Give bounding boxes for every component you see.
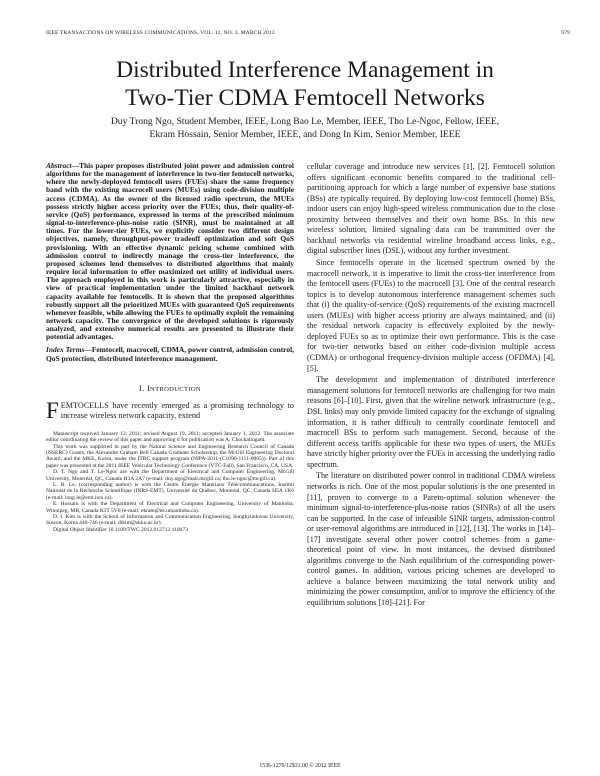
section-number: I.: [139, 383, 145, 393]
footnote: Manuscript received January 12, 2011; revised August 19, 2011; accepted January 1, 2012. The associate editor coordinating the review of this paper and approving it for publication was A. Chockalingam.: [46, 430, 294, 444]
body-paragraph: The development and implementation of distributed interference management solutions for femtocell networks are challenging for two main reasons [6]–[10]. First, given that the wireline network infrastructure (e.g., DSL links) may only provide limited capacity for the exchange of signaling information, it is rather difficult to centrally coordinate femtocell and macrocell BSs to perform such management. Second, because of the different access tariffs applicable for these two types of users, the MUEs have strictly higher priority over the FUEs in accessing the underlying radio spectrum.: [307, 375, 555, 469]
section-heading: [46, 384, 294, 393]
index-terms: [46, 346, 294, 362]
index-terms-text: —Femtocell, macrocell, CDMA, power control, admission control, QoS protection, distributed interference management.: [46, 345, 294, 363]
body-paragraph: The literature on distributed power control in traditional CDMA wireless networks is rich. One of the most popular solutions is the one presented in [11], proven to converge to a Pareto-optimal solution whenever the minimum signal-to-interference-plus-noise ratios (SINRs) of all the users can be supported. In the case of infeasible SINR targets, admission-control or user-removal algorithms are introduced in [12], [13]. The works in [14]–[17] investigate several other power control schemes from a game-theoretical point of view. In most instances, the devised distributed algorithms converge to the Nash equilibrium of the corresponding power-control games. In addition, various pricing schemes are developed to achieve a balance between maximizing the total network utility and minimizing the power consumption, and/or to improve the efficiency of the equilibrium solutions [18]–[21]. For: [307, 471, 555, 607]
copyright-footer: 1536-1276/12$31.00 © 2012 IEEE: [259, 763, 341, 769]
authors-line-2: Ekram Hossain, Senior Member, IEEE, and Dong In Kim, Senior Member, IEEE: [149, 129, 461, 140]
running-header: [46, 30, 570, 36]
intro-paragraph: [46, 401, 294, 422]
doi-footnote: Digital Object Identifier 10.1109/TWC.2012.012712.110073: [53, 526, 189, 533]
page-number: 979: [561, 30, 570, 36]
footnote: This work was supported in part by the Natural Science and Engineering Research Council of Canada (NSERC) Grants, the Alexander Graham Bell Canada Graduate Scholarship, the McGill Engineering Doctoral Award, and the MKE, Korea, under the ITRC support program (NIPA-2011-(C1090-1111-0005)). Part of this paper was presented at the 2011 IEEE Vehicular Technology Conference (VTC-Fall), San Francisco, CA, USA.: [46, 443, 294, 469]
drop-cap: F: [46, 400, 59, 422]
title-line-2: Two-Tier CDMA Femtocell Networks: [125, 85, 485, 111]
abstract-label: Abstract: [46, 161, 72, 170]
right-column: [307, 162, 555, 609]
title-line-1: Distributed Interference Management in: [116, 57, 494, 83]
index-terms-label: Index Terms: [46, 345, 85, 355]
body-paragraph: Since femtocells operate in the licensed spectrum owned by the macrocell network, it is imperative to limit the cross-tier interference from the femtocell users (FUEs) to the macrocell [3]. One of the central research topics is to develop autonomous interference management schemes such that (i) the quality-of-service (QoS) requirements of the existing macrocell users (MUEs) with higher access priority are always maintained, and (ii) the residual network capacity is effectively exploited by the newly-deployed FUEs so as to optimize their own performance. This is the case for two-tier networks based on either code-division multiple access (CDMA) or orthogonal frequency-division multiple access (OFDMA) [4], [5].: [307, 258, 555, 373]
abstract-text: —This paper proposes distributed joint power and admission control algorithms for the management of interference in two-tier femtocell networks, where the newly-deployed femtocell users (FUEs) share the same frequency band with the existing macrocell users (MUEs) using code-division multiple access (CDMA). As the owner of the licensed radio spectrum, the MUEs possess strictly higher access priority over the FUEs; thus, their quality-of-service (QoS) performance, expressed in terms of the prescribed minimum signal-to-interference-plus-noise ratio (SINR), must be maintained at all times. For the lower-tier FUEs, we explicitly consider two different design objectives, namely, throughput-power tradeoff optimization and soft QoS provisioning. With an effective dynamic pricing scheme combined with admission control to indirectly manage the cross-tier interference, the proposed schemes lend themselves to distributed algorithms that mainly require local information to offer maximized net utility of individual users. The approach employed in this work is particularly attractive, especially in view of practical implementation under the limited backhaul network capacity available for femtocells. It is shown that the proposed algorithms robustly support all the prioritized MUEs with guaranteed QoS requirements whenever feasible, while allowing the FUEs to optimally exploit the remaining network capacity. The convergence of the developed solutions is rigorously analyzed, and extensive numerical results are presented to illustrate their potential advantages.: [46, 161, 294, 342]
author-list: [40, 115, 570, 141]
paper-title: [40, 56, 570, 112]
body-paragraph: cellular coverage and introduce new services [1], [2]. Femtocell solution offers significant economic benefits compared to the traditional cell-partitioning approach for which a large number of expensive base stations (BSs) are typically required. By deploying low-cost femtocell (home) BSs, indoor users can enjoy high-speed wireless communication due to the close proximity between themselves and their own home BSs. In this new wireless solution, limited signaling data can be transmitted over the backhaul networks via residential wireline broadband access links, e.g., digital subscriber lines (DSL), without any further investment.: [307, 162, 555, 256]
footnote: E. Hossain is with the Department of Electrical and Computer Engineering, University of Manitoba, Winnipeg, MB, Canada R3T 5V6 (e-mail: ekram@ee.umanitoba.ca).: [46, 501, 294, 514]
section-title-first: I: [146, 383, 151, 393]
intro-text: EMTOCELLS have recently emerged as a promising technology to increase wireless network capacity, extend: [60, 400, 294, 421]
footnote: D. I. Kim is with the School of Information and Communication Engineering, Sungkyunkwan University, Suwon, Korea 440-746 (e-mail: dikim@skku.ac.kr).: [46, 514, 294, 527]
left-column: [46, 162, 294, 533]
footnote: D. T. Ngo and T. Le-Ngoc are with the Department of Electrical and Computer Engineering, McGill University, Montréal, QC, Canada H3A 2A7 (e-mail: duy.ngo@mail.mcgill.ca; tho.le-ngoc@mcgill.ca).: [46, 469, 294, 482]
section-title-rest: NTRODUCTION: [150, 385, 201, 393]
abstract: [46, 162, 294, 341]
authors-line-1: Duy Trong Ngo, Student Member, IEEE, Long Bao Le, Member, IEEE, Tho Le-Ngoc, Fellow, IEEE,: [110, 116, 500, 127]
footnote: L. B. Le, (corresponding author) is with the Centre Énergie Matériaux Télécommunications, Institut National de la Recherche Scientifique (INRS-EMT), Université du Québec, Montréal, QC, Canada H5A 1K6 (e-mail: long.le@emt.inrs.ca).: [46, 482, 294, 501]
journal-header: IEEE TRANSACTIONS ON WIRELESS COMMUNICATIONS, VOL. 11, NO. 3, MARCH 2012: [46, 30, 275, 36]
footnotes: [46, 431, 294, 534]
